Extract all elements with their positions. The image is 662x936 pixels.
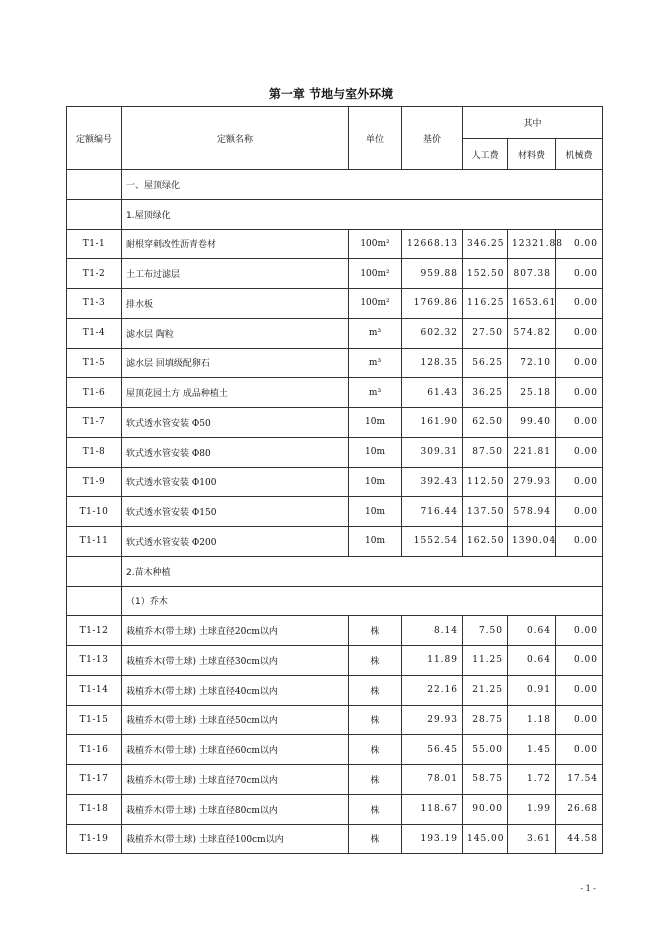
table-row — [67, 765, 603, 795]
section-heading: 2.苗木种植 — [122, 556, 603, 586]
material-cost-cell: 72.10 — [508, 348, 556, 378]
page-number: - 1 - — [580, 884, 596, 893]
code-cell: T1-10 — [67, 497, 122, 527]
base-price-cell: 309.31 — [402, 437, 463, 467]
unit-cell: 100m² — [349, 289, 402, 319]
table-row — [67, 735, 603, 765]
unit-cell: 株 — [349, 675, 402, 705]
table-row — [67, 318, 603, 348]
table-row — [67, 348, 603, 378]
name-cell: 软式透水管安装 Φ100 — [122, 467, 349, 497]
unit-cell: 株 — [349, 824, 402, 854]
name-cell: 土工布过滤层 — [122, 259, 349, 289]
unit-cell: 10m — [349, 467, 402, 497]
page-title: 第一章 节地与室外环境 — [268, 87, 394, 101]
material-cost-cell: 1653.61 — [508, 289, 556, 319]
material-cost-cell: 25.18 — [508, 378, 556, 408]
material-cost-cell: 279.93 — [508, 467, 556, 497]
base-price-cell: 29.93 — [402, 705, 463, 735]
code-cell: T1-5 — [67, 348, 122, 378]
unit-cell: 10m — [349, 408, 402, 438]
code-cell: T1-11 — [67, 527, 122, 557]
name-cell: 软式透水管安装 Φ50 — [122, 408, 349, 438]
machine-cost-cell: 0.00 — [556, 229, 603, 259]
code-cell: T1-19 — [67, 824, 122, 854]
machine-cost-cell: 0.00 — [556, 705, 603, 735]
table-row — [67, 467, 603, 497]
section-row — [67, 170, 603, 200]
unit-cell: 100m² — [349, 259, 402, 289]
base-price-cell: 193.19 — [402, 824, 463, 854]
code-cell: T1-14 — [67, 675, 122, 705]
name-cell: 滤水层 回填级配卵石 — [122, 348, 349, 378]
labor-cost-cell: 27.50 — [463, 318, 508, 348]
name-cell: 耐根穿刺改性沥青卷材 — [122, 229, 349, 259]
machine-cost-cell: 44.58 — [556, 824, 603, 854]
name-cell: 栽植乔木(带土球) 土球直径100cm以内 — [122, 824, 349, 854]
base-price-cell: 1552.54 — [402, 527, 463, 557]
name-cell: 栽植乔木(带土球) 土球直径60cm以内 — [122, 735, 349, 765]
labor-cost-cell: 62.50 — [463, 408, 508, 438]
labor-cost-cell: 112.50 — [463, 467, 508, 497]
base-price-cell: 161.90 — [402, 408, 463, 438]
material-cost-cell: 0.64 — [508, 616, 556, 646]
labor-cost-cell: 21.25 — [463, 675, 508, 705]
code-cell: T1-9 — [67, 467, 122, 497]
labor-cost-cell: 152.50 — [463, 259, 508, 289]
labor-cost-cell: 55.00 — [463, 735, 508, 765]
labor-cost-cell: 137.50 — [463, 497, 508, 527]
base-price-cell: 22.16 — [402, 675, 463, 705]
section-code-cell — [67, 199, 122, 229]
machine-cost-cell: 0.00 — [556, 348, 603, 378]
unit-cell: 10m — [349, 497, 402, 527]
material-cost-cell: 12321.88 — [508, 229, 556, 259]
section-heading: 1.屋顶绿化 — [122, 199, 603, 229]
quota-table-body — [67, 170, 603, 854]
section-row — [67, 556, 603, 586]
base-price-cell: 118.67 — [402, 794, 463, 824]
base-price-cell: 1769.86 — [402, 289, 463, 319]
machine-cost-cell: 0.00 — [556, 467, 603, 497]
unit-cell: 株 — [349, 705, 402, 735]
labor-cost-cell: 28.75 — [463, 705, 508, 735]
name-cell: 软式透水管安装 Φ80 — [122, 437, 349, 467]
table-row — [67, 497, 603, 527]
material-cost-cell: 1.72 — [508, 765, 556, 795]
machine-cost-cell: 0.00 — [556, 497, 603, 527]
name-cell: 屋顶花园土方 成品种植土 — [122, 378, 349, 408]
code-cell: T1-15 — [67, 705, 122, 735]
header-machine: 机械费 — [556, 139, 603, 170]
base-price-cell: 392.43 — [402, 467, 463, 497]
labor-cost-cell: 90.00 — [463, 794, 508, 824]
code-cell: T1-6 — [67, 378, 122, 408]
name-cell: 栽植乔木(带土球) 土球直径50cm以内 — [122, 705, 349, 735]
machine-cost-cell: 0.00 — [556, 675, 603, 705]
section-row — [67, 586, 603, 616]
material-cost-cell: 807.38 — [508, 259, 556, 289]
unit-cell: 株 — [349, 616, 402, 646]
labor-cost-cell: 145.00 — [463, 824, 508, 854]
base-price-cell: 61.43 — [402, 378, 463, 408]
base-price-cell: 716.44 — [402, 497, 463, 527]
labor-cost-cell: 346.25 — [463, 229, 508, 259]
unit-cell: m³ — [349, 348, 402, 378]
table-row — [67, 794, 603, 824]
material-cost-cell: 0.64 — [508, 646, 556, 676]
machine-cost-cell: 0.00 — [556, 408, 603, 438]
machine-cost-cell: 0.00 — [556, 289, 603, 319]
header-unit: 单位 — [349, 107, 402, 170]
name-cell: 软式透水管安装 Φ200 — [122, 527, 349, 557]
code-cell: T1-8 — [67, 437, 122, 467]
quota-table — [66, 106, 603, 854]
table-row — [67, 378, 603, 408]
labor-cost-cell: 36.25 — [463, 378, 508, 408]
section-heading: （1）乔木 — [122, 586, 603, 616]
code-cell: T1-13 — [67, 646, 122, 676]
labor-cost-cell: 11.25 — [463, 646, 508, 676]
material-cost-cell: 99.40 — [508, 408, 556, 438]
base-price-cell: 602.32 — [402, 318, 463, 348]
unit-cell: 10m — [349, 527, 402, 557]
header-labor: 人工费 — [463, 139, 508, 170]
name-cell: 软式透水管安装 Φ150 — [122, 497, 349, 527]
material-cost-cell: 1.99 — [508, 794, 556, 824]
name-cell: 栽植乔木(带土球) 土球直径80cm以内 — [122, 794, 349, 824]
material-cost-cell: 1.45 — [508, 735, 556, 765]
labor-cost-cell: 58.75 — [463, 765, 508, 795]
code-cell: T1-4 — [67, 318, 122, 348]
unit-cell: 株 — [349, 794, 402, 824]
section-row — [67, 199, 603, 229]
header-base-price: 基价 — [402, 107, 463, 170]
unit-cell: 株 — [349, 735, 402, 765]
section-heading: 一、屋顶绿化 — [122, 170, 603, 200]
name-cell: 排水板 — [122, 289, 349, 319]
code-cell: T1-17 — [67, 765, 122, 795]
material-cost-cell: 0.91 — [508, 675, 556, 705]
machine-cost-cell: 0.00 — [556, 616, 603, 646]
table-row — [67, 289, 603, 319]
material-cost-cell: 578.94 — [508, 497, 556, 527]
header-material: 材料费 — [508, 139, 556, 170]
table-row — [67, 408, 603, 438]
unit-cell: m³ — [349, 318, 402, 348]
header-among: 其中 — [463, 107, 603, 139]
machine-cost-cell: 17.54 — [556, 765, 603, 795]
labor-cost-cell: 56.25 — [463, 348, 508, 378]
table-row — [67, 616, 603, 646]
code-cell: T1-3 — [67, 289, 122, 319]
table-row — [67, 646, 603, 676]
code-cell: T1-7 — [67, 408, 122, 438]
table-row — [67, 259, 603, 289]
material-cost-cell: 1.18 — [508, 705, 556, 735]
machine-cost-cell: 0.00 — [556, 259, 603, 289]
base-price-cell: 959.88 — [402, 259, 463, 289]
labor-cost-cell: 7.50 — [463, 616, 508, 646]
table-row — [67, 527, 603, 557]
machine-cost-cell: 0.00 — [556, 527, 603, 557]
base-price-cell: 12668.13 — [402, 229, 463, 259]
base-price-cell: 128.35 — [402, 348, 463, 378]
header-name: 定额名称 — [122, 107, 349, 170]
labor-cost-cell: 162.50 — [463, 527, 508, 557]
machine-cost-cell: 0.00 — [556, 735, 603, 765]
unit-cell: 10m — [349, 437, 402, 467]
table-row — [67, 229, 603, 259]
code-cell: T1-12 — [67, 616, 122, 646]
section-code-cell — [67, 170, 122, 200]
header-code: 定额编号 — [67, 107, 122, 170]
base-price-cell: 78.01 — [402, 765, 463, 795]
labor-cost-cell: 87.50 — [463, 437, 508, 467]
base-price-cell: 56.45 — [402, 735, 463, 765]
name-cell: 栽植乔木(带土球) 土球直径40cm以内 — [122, 675, 349, 705]
base-price-cell: 11.89 — [402, 646, 463, 676]
section-code-cell — [67, 556, 122, 586]
name-cell: 滤水层 陶粒 — [122, 318, 349, 348]
name-cell: 栽植乔木(带土球) 土球直径70cm以内 — [122, 765, 349, 795]
machine-cost-cell: 26.68 — [556, 794, 603, 824]
table-row — [67, 705, 603, 735]
unit-cell: 株 — [349, 765, 402, 795]
machine-cost-cell: 0.00 — [556, 437, 603, 467]
table-row — [67, 675, 603, 705]
section-code-cell — [67, 586, 122, 616]
unit-cell: 100m² — [349, 229, 402, 259]
material-cost-cell: 3.61 — [508, 824, 556, 854]
unit-cell: m³ — [349, 378, 402, 408]
machine-cost-cell: 0.00 — [556, 378, 603, 408]
machine-cost-cell: 0.00 — [556, 318, 603, 348]
code-cell: T1-18 — [67, 794, 122, 824]
table-row — [67, 824, 603, 854]
material-cost-cell: 574.82 — [508, 318, 556, 348]
code-cell: T1-16 — [67, 735, 122, 765]
labor-cost-cell: 116.25 — [463, 289, 508, 319]
name-cell: 栽植乔木(带土球) 土球直径30cm以内 — [122, 646, 349, 676]
material-cost-cell: 1390.04 — [508, 527, 556, 557]
code-cell: T1-1 — [67, 229, 122, 259]
machine-cost-cell: 0.00 — [556, 646, 603, 676]
name-cell: 栽植乔木(带土球) 土球直径20cm以内 — [122, 616, 349, 646]
code-cell: T1-2 — [67, 259, 122, 289]
material-cost-cell: 221.81 — [508, 437, 556, 467]
table-row — [67, 437, 603, 467]
base-price-cell: 8.14 — [402, 616, 463, 646]
unit-cell: 株 — [349, 646, 402, 676]
